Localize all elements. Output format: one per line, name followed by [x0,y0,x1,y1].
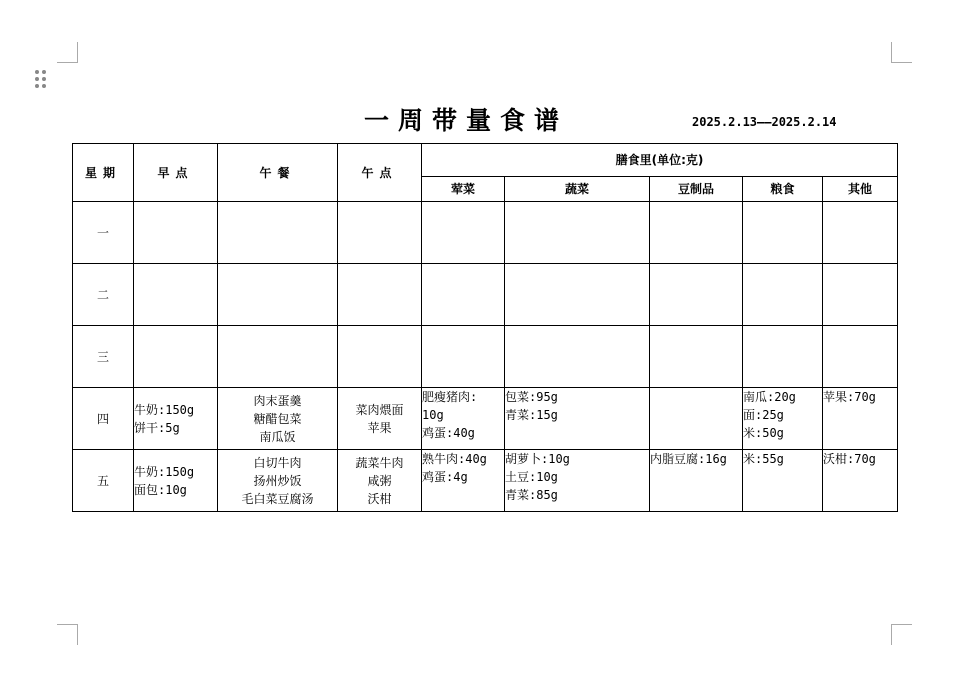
header-lunch: 午餐 [218,144,338,202]
vegetable-cell[interactable] [505,388,650,450]
vegetable-item: 青菜:15g [505,408,558,422]
meat-item: 10g [422,408,444,422]
snack-item: 苹果 [367,420,392,435]
meat-cell[interactable] [422,326,505,388]
vegetable-cell[interactable] [505,202,650,264]
other-cell[interactable] [823,202,898,264]
soy-cell[interactable] [650,264,743,326]
soy-cell[interactable] [650,450,743,512]
grain-cell[interactable] [743,326,823,388]
lunch-cell[interactable] [218,326,338,388]
day-cell: 五 [73,450,134,512]
table-row [73,450,898,512]
snack-cell[interactable] [338,202,422,264]
grain-cell[interactable] [743,264,823,326]
lunch-cell[interactable] [218,450,338,512]
snack-item: 蔬菜牛肉 [355,455,404,470]
table-move-handle-icon[interactable] [35,70,47,88]
vegetable-cell[interactable] [505,450,650,512]
grain-cell[interactable] [743,450,823,512]
day-cell: 四 [73,388,134,450]
grain-item: 米:55g [743,452,784,466]
grain-cell[interactable] [743,202,823,264]
lunch-dish: 扬州炒饭 [253,473,302,488]
header-snack: 午点 [338,144,422,202]
header-meat: 荤菜 [422,177,505,202]
lunch-cell[interactable] [218,264,338,326]
other-cell[interactable] [823,326,898,388]
lunch-dish: 白切牛肉 [253,455,302,470]
other-cell[interactable] [823,388,898,450]
crop-mark-bottom-right [891,624,912,645]
lunch-dish: 南瓜饭 [259,429,296,444]
lunch-dish: 肉末蛋羹 [253,393,302,408]
lunch-dish: 糖醋包菜 [253,411,302,426]
crop-mark-top-right [891,42,912,63]
snack-cell[interactable] [338,450,422,512]
breakfast-cell[interactable] [134,326,218,388]
meat-item: 熟牛肉:40g [422,452,487,466]
header-vegetable: 蔬菜 [505,177,650,202]
snack-item: 菜肉煨面 [355,402,404,417]
breakfast-item: 面包:10g [134,482,187,497]
meat-cell[interactable] [422,388,505,450]
meat-item: 肥瘦猪肉: [422,390,478,404]
grain-item: 南瓜:20g [743,390,796,404]
meat-cell[interactable] [422,450,505,512]
soy-cell[interactable] [650,388,743,450]
grain-cell[interactable] [743,388,823,450]
meat-cell[interactable] [422,202,505,264]
other-cell[interactable] [823,450,898,512]
breakfast-item: 饼干:5g [134,420,180,435]
header-soy: 豆制品 [650,177,743,202]
table-row [73,388,898,450]
breakfast-cell[interactable] [134,388,218,450]
soy-cell[interactable] [650,326,743,388]
snack-item: 咸粥 [367,473,392,488]
breakfast-cell[interactable] [134,202,218,264]
header-grain: 粮食 [743,177,823,202]
crop-mark-top-left [57,42,78,63]
header-breakfast: 早点 [134,144,218,202]
vegetable-item: 胡萝卜:10g [505,452,570,466]
crop-mark-bottom-left [57,624,78,645]
weekly-menu-table [72,143,898,512]
snack-item: 沃柑 [367,491,392,506]
meat-item: 鸡蛋:4g [422,470,468,484]
other-item: 苹果:70g [823,390,876,404]
lunch-cell[interactable] [218,388,338,450]
vegetable-item: 土豆:10g [505,470,558,484]
snack-cell[interactable] [338,264,422,326]
day-cell: 三 [73,326,134,388]
snack-cell[interactable] [338,388,422,450]
grain-item: 米:50g [743,426,784,440]
table-row [73,264,898,326]
header-weekday: 星期 [73,144,134,202]
header-other: 其他 [823,177,898,202]
soy-item: 内脂豆腐:16g [650,452,727,466]
snack-cell[interactable] [338,326,422,388]
table-row [73,202,898,264]
lunch-cell[interactable] [218,202,338,264]
vegetable-cell[interactable] [505,264,650,326]
header-intake-group: 膳食里(单位:克) [422,144,898,177]
vegetable-item: 包菜:95g [505,390,558,404]
breakfast-cell[interactable] [134,264,218,326]
other-item: 沃柑:70g [823,452,876,466]
grain-item: 面:25g [743,408,784,422]
soy-cell[interactable] [650,202,743,264]
breakfast-item: 牛奶:150g [134,464,195,479]
vegetable-item: 青菜:85g [505,488,558,502]
date-range: 2025.2.13——2025.2.14 [692,115,837,129]
vegetable-cell[interactable] [505,326,650,388]
meat-item: 鸡蛋:40g [422,426,475,440]
page-title: 一周带量食谱 [363,106,568,135]
other-cell[interactable] [823,264,898,326]
lunch-dish: 毛白菜豆腐汤 [241,491,314,506]
breakfast-cell[interactable] [134,450,218,512]
day-cell: 一 [73,202,134,264]
day-cell: 二 [73,264,134,326]
meat-cell[interactable] [422,264,505,326]
table-row [73,326,898,388]
breakfast-item: 牛奶:150g [134,402,195,417]
